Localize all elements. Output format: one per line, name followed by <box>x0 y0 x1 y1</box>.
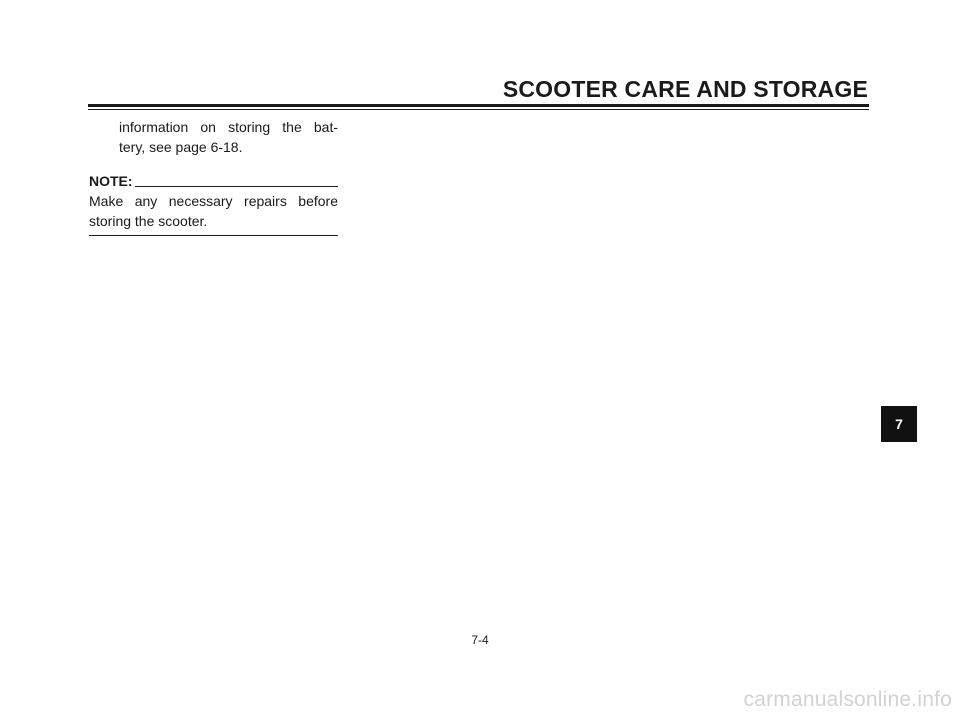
page-number: 7-4 <box>471 633 489 647</box>
header-rule-thin <box>88 109 869 110</box>
header-rule <box>88 104 869 107</box>
note-heading-rule <box>135 186 338 187</box>
note-line: Make any necessary repairs before <box>89 193 338 209</box>
intro-line: tery, see page 6-18. <box>119 139 243 155</box>
body-column <box>89 117 338 236</box>
note-heading: NOTE: <box>89 173 133 189</box>
note-line: storing the scooter. <box>89 213 208 229</box>
note-header <box>89 171 338 191</box>
intro-paragraph <box>119 117 338 157</box>
note-bottom-rule <box>89 235 338 236</box>
chapter-tab[interactable] <box>881 406 917 442</box>
chapter-tab-label: 7 <box>895 416 903 432</box>
intro-line: information on storing the bat- <box>119 119 338 135</box>
watermark: carmanualsonline.info <box>743 688 952 711</box>
section-title: SCOOTER CARE AND STORAGE <box>502 76 868 102</box>
note-body <box>89 191 338 231</box>
